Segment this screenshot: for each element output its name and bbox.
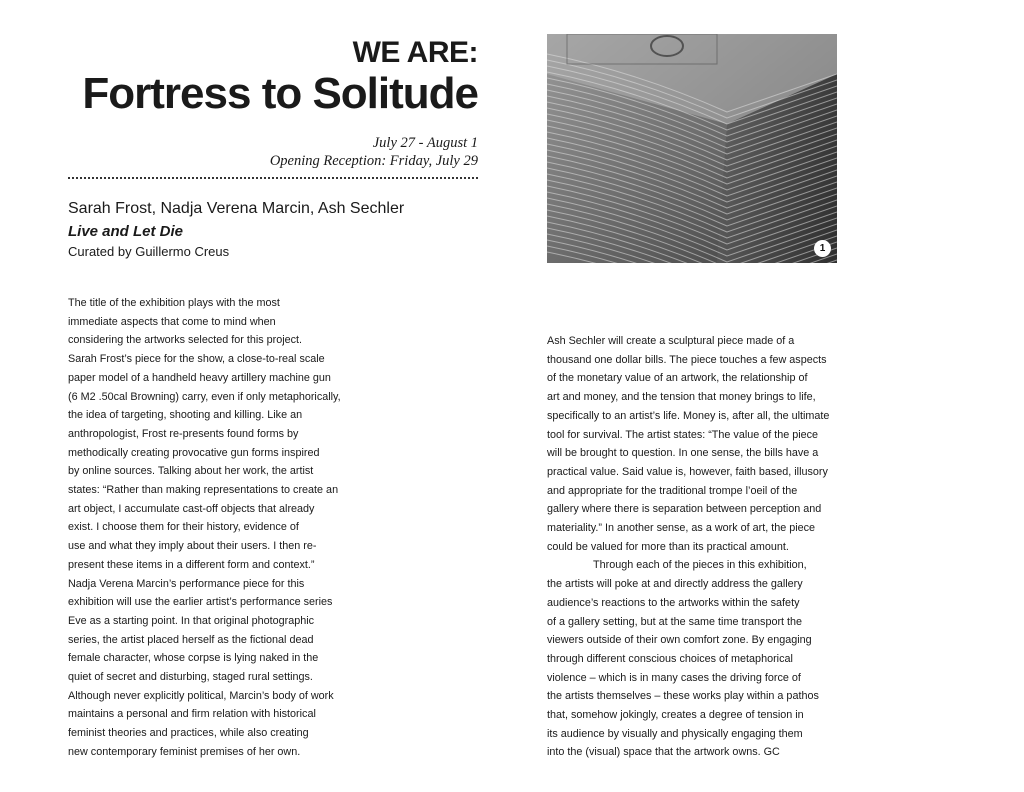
text-line: immediate aspects that come to mind when xyxy=(68,315,276,328)
dotted-divider xyxy=(68,177,478,179)
text-line: by online sources. Talking about her work, the artist xyxy=(68,465,314,478)
text-line: Although never explicitly political, Marcin’s body of work xyxy=(68,689,334,702)
text-line: use and what they imply about their users. I then re- xyxy=(68,540,317,553)
text-line: will be brought to question. In one sense, the bills have a xyxy=(547,447,819,460)
text-line: exist. I choose them for their history, evidence of xyxy=(68,521,299,534)
opening-reception: Opening Reception: Friday, July 29 xyxy=(269,153,478,169)
text-line: Eve as a starting point. In that original photographic xyxy=(68,614,315,627)
text-line: specifically to an artist’s life. Money is, after all, the ultimate xyxy=(547,409,830,422)
right-text-column xyxy=(547,332,829,762)
text-line: practical value. Said value is, however, faith based, illusory xyxy=(547,465,828,478)
exhibition-title: Fortress to Solitude xyxy=(82,69,478,118)
text-line: quiet of secret and disturbing, staged rural settings. xyxy=(68,671,313,684)
left-text-column xyxy=(68,294,341,762)
text-line: and appropriate for the traditional trompe l’oeil of the xyxy=(547,484,798,497)
date-range: July 27 - August 1 xyxy=(372,135,478,151)
text-line: audience’s reactions to the artworks within the safety xyxy=(547,596,800,609)
text-line: female character, whose corpse is lying naked in the xyxy=(68,652,319,665)
text-line: new contemporary feminist premises of her own. xyxy=(68,745,301,758)
curator-credit: Curated by Guillermo Creus xyxy=(68,244,230,259)
text-line: its audience by visually and physically engaging them xyxy=(547,727,803,740)
text-line: Nadja Verena Marcin’s performance piece for this xyxy=(68,577,305,590)
text-line: art and money, and the tension that money brings to life, xyxy=(547,391,816,404)
show-title: Live and Let Die xyxy=(68,223,184,240)
text-line: that, somehow jokingly, creates a degree of tension in xyxy=(547,709,804,722)
text-line: considering the artworks selected for this project. xyxy=(68,334,303,347)
text-line: maintains a personal and firm relation with historical xyxy=(68,708,316,721)
text-line: the idea of targeting, shooting and killing. Like an xyxy=(68,409,303,422)
text-line: paper model of a handheld heavy artillery machine gun xyxy=(68,371,331,384)
text-line: thousand one dollar bills. The piece touches a few aspects xyxy=(547,353,827,366)
text-line: states: “Rather than making representations to create an xyxy=(68,484,339,497)
text-line: (6 M2 .50cal Browning) carry, even if only metaphorically, xyxy=(68,390,341,403)
text-line: could be valued for more than its practical amount. xyxy=(547,540,789,553)
text-line: methodically creating provocative gun forms inspired xyxy=(68,446,320,459)
image-number-badge: 1 xyxy=(814,240,831,257)
exhibition-header xyxy=(60,30,478,170)
text-line: materiality.” In another sense, as a work of art, the piece xyxy=(547,522,816,535)
text-line: exhibition will use the earlier artist’s performance series xyxy=(68,596,333,609)
artist-names: Sarah Frost, Nadja Verena Marcin, Ash Sechler xyxy=(68,200,405,217)
text-line: The title of the exhibition plays with the most xyxy=(68,297,280,309)
text-line: Through each of the pieces in this exhibition, xyxy=(593,559,807,572)
text-line: art object, I accumulate cast-off objects that already xyxy=(68,502,315,515)
text-line: of the monetary value of an artwork, the relationship of xyxy=(547,372,808,385)
text-line: Ash Sechler will create a sculptural piece made of a xyxy=(547,335,795,347)
text-line: feminist theories and practices, while also creating xyxy=(68,727,309,740)
text-line: tool for survival. The artist states: “The value of the piece xyxy=(547,428,819,441)
text-line: gallery where there is separation between perception and xyxy=(547,503,822,516)
text-line: through different conscious choices of metaphorical xyxy=(547,652,793,665)
text-line: violence – which is in many cases the driving force of xyxy=(547,671,801,684)
stacked-dollar-bills-photo xyxy=(547,34,837,263)
text-line: the artists will poke at and directly address the gallery xyxy=(547,578,803,591)
kicker-heading: WE ARE: xyxy=(352,36,478,69)
text-line: present these items in a different form and context.” xyxy=(68,558,315,571)
text-line: series, the artist placed herself as the fictional dead xyxy=(68,633,314,646)
text-line: the artists themselves – these works play within a pathos xyxy=(547,690,819,703)
text-line: into the (visual) space that the artwork owns. GC xyxy=(547,746,780,759)
text-line: of a gallery setting, but at the same time transport the xyxy=(547,615,803,628)
text-line: anthropologist, Frost re-presents found forms by xyxy=(68,427,299,440)
exhibition-dates xyxy=(60,134,478,170)
text-line: Sarah Frost’s piece for the show, a close-to-real scale xyxy=(68,353,325,366)
text-line: viewers outside of their own comfort zone. By engaging xyxy=(547,634,812,647)
bills-illustration xyxy=(547,34,837,263)
